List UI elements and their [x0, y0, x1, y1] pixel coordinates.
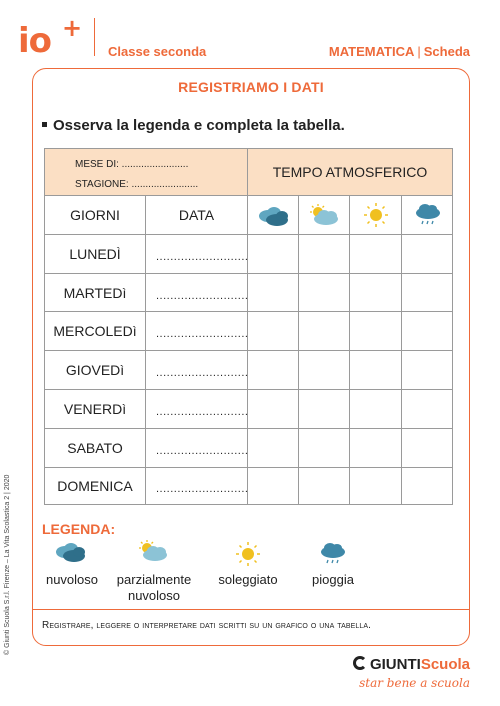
brand-tagline: star bene a scuola	[359, 676, 470, 690]
weather-cell[interactable]	[401, 350, 453, 390]
brand-name-2: Scuola	[420, 656, 470, 673]
day-label: MERCOLEDì	[53, 323, 137, 339]
date-cell[interactable]	[145, 350, 248, 390]
legend-label-sunny: soleggiato	[218, 572, 278, 587]
rain-header-cell	[401, 195, 453, 235]
subject-name: MATEMATICA	[328, 44, 415, 59]
partly-cloudy-icon	[308, 204, 342, 228]
day-label: LUNEDÌ	[69, 246, 121, 262]
day-cell	[44, 389, 146, 429]
day-cell	[44, 273, 146, 312]
date-dots: ..........................	[156, 483, 249, 495]
sunny-header-cell	[349, 195, 402, 235]
date-header-cell	[145, 195, 248, 235]
day-label: GIOVEDì	[65, 362, 125, 378]
subject-label	[329, 44, 470, 59]
weather-cell[interactable]	[349, 467, 402, 505]
worksheet-title: REGISTRIAMO I DATI	[178, 79, 324, 95]
partly-cloudy-header-cell	[298, 195, 350, 235]
weather-header: TEMPO ATMOSFERICO	[272, 164, 428, 180]
day-cell	[44, 467, 146, 505]
rain-icon	[413, 201, 443, 229]
weather-cell[interactable]	[247, 467, 299, 505]
weather-cell[interactable]	[349, 350, 402, 390]
weather-cell[interactable]	[401, 311, 453, 351]
weather-cell[interactable]	[298, 428, 350, 468]
date-cell[interactable]	[145, 273, 248, 312]
weather-cell[interactable]	[298, 273, 350, 312]
weather-cell[interactable]	[349, 234, 402, 274]
weather-cell[interactable]	[401, 467, 453, 505]
weather-cell[interactable]	[401, 273, 453, 312]
weather-header-cell	[247, 148, 453, 196]
weather-cell[interactable]	[247, 350, 299, 390]
day-cell	[44, 350, 146, 390]
date-cell[interactable]	[145, 467, 248, 505]
cloudy-header-cell	[247, 195, 299, 235]
weather-cell[interactable]	[349, 311, 402, 351]
io-plus-logo	[16, 14, 86, 62]
legend-label-cloudy: nuvoloso	[45, 572, 99, 587]
month-field[interactable]: MESE DI: ........................	[75, 159, 189, 170]
giunti-brand	[353, 656, 470, 673]
date-dots: ..........................	[156, 367, 249, 379]
weather-cell[interactable]	[349, 389, 402, 429]
season-field[interactable]: STAGIONE: ........................	[75, 179, 199, 190]
date-cell[interactable]	[145, 234, 248, 274]
date-dots: ..........................	[156, 406, 249, 418]
footer-divider	[32, 609, 470, 610]
weather-cell[interactable]	[247, 273, 299, 312]
date-dots: ..........................	[156, 328, 249, 340]
day-cell	[44, 234, 146, 274]
legend-cloudy-icon	[54, 540, 88, 564]
day-label: DOMENICA	[57, 478, 133, 494]
weather-cell[interactable]	[298, 311, 350, 351]
learning-goal: Registrare, leggere o interpretare dati scritti su un grafico o una tabella.	[42, 620, 372, 631]
legend-label-partly-cloudy: parzialmente nuvoloso	[116, 572, 192, 603]
date-cell[interactable]	[145, 389, 248, 429]
sunny-icon	[362, 201, 390, 229]
header-divider	[94, 18, 95, 56]
sheet-type: Scheda	[423, 44, 470, 59]
weather-cell[interactable]	[247, 311, 299, 351]
class-label: Classe seconda	[108, 44, 207, 59]
subject-separator: |	[417, 44, 421, 59]
weather-cell[interactable]	[401, 389, 453, 429]
day-cell	[44, 428, 146, 468]
instruction	[42, 117, 345, 134]
days-header-cell	[44, 195, 146, 235]
brand-name-1: GIUNTI	[369, 656, 421, 673]
weather-cell[interactable]	[247, 234, 299, 274]
logo-text: io	[18, 21, 52, 61]
weather-cell[interactable]	[247, 428, 299, 468]
date-header: DATA	[178, 207, 215, 223]
weather-cell[interactable]	[298, 467, 350, 505]
day-label: SABATO	[67, 440, 123, 456]
logo-plus: +	[62, 14, 83, 42]
legend-partly-cloudy-icon	[137, 540, 171, 564]
weather-cell[interactable]	[298, 389, 350, 429]
weather-cell[interactable]	[298, 350, 350, 390]
weather-cell[interactable]	[401, 428, 453, 468]
copyright-sidebar: © Giunti Scuola S.r.l. Firenze – La Vita Scolastica 2 | 2020	[4, 474, 11, 655]
legend-label-rain: pioggia	[312, 572, 354, 587]
weather-cell[interactable]	[349, 273, 402, 312]
date-dots: ..........................	[156, 251, 249, 263]
day-cell	[44, 311, 146, 351]
instruction-text: Osserva la legenda e completa la tabella.	[53, 117, 345, 134]
weather-cell[interactable]	[247, 389, 299, 429]
date-cell[interactable]	[145, 428, 248, 468]
weather-cell[interactable]	[349, 428, 402, 468]
date-dots: ..........................	[156, 445, 249, 457]
day-label: VENERDì	[63, 401, 127, 417]
date-cell[interactable]	[145, 311, 248, 351]
weather-cell[interactable]	[298, 234, 350, 274]
month-season-cell	[44, 148, 248, 196]
date-dots: ..........................	[156, 289, 249, 302]
legend-sunny-icon	[234, 540, 262, 568]
giunti-g-icon	[353, 656, 367, 670]
bullet-icon	[42, 122, 47, 127]
cloudy-icon	[257, 204, 291, 228]
day-label: MARTEDì	[63, 284, 127, 301]
days-header: GIORNI	[70, 207, 120, 223]
legend-rain-icon	[318, 540, 348, 568]
weather-cell[interactable]	[401, 234, 453, 274]
legend-title: LEGENDA:	[42, 521, 116, 537]
